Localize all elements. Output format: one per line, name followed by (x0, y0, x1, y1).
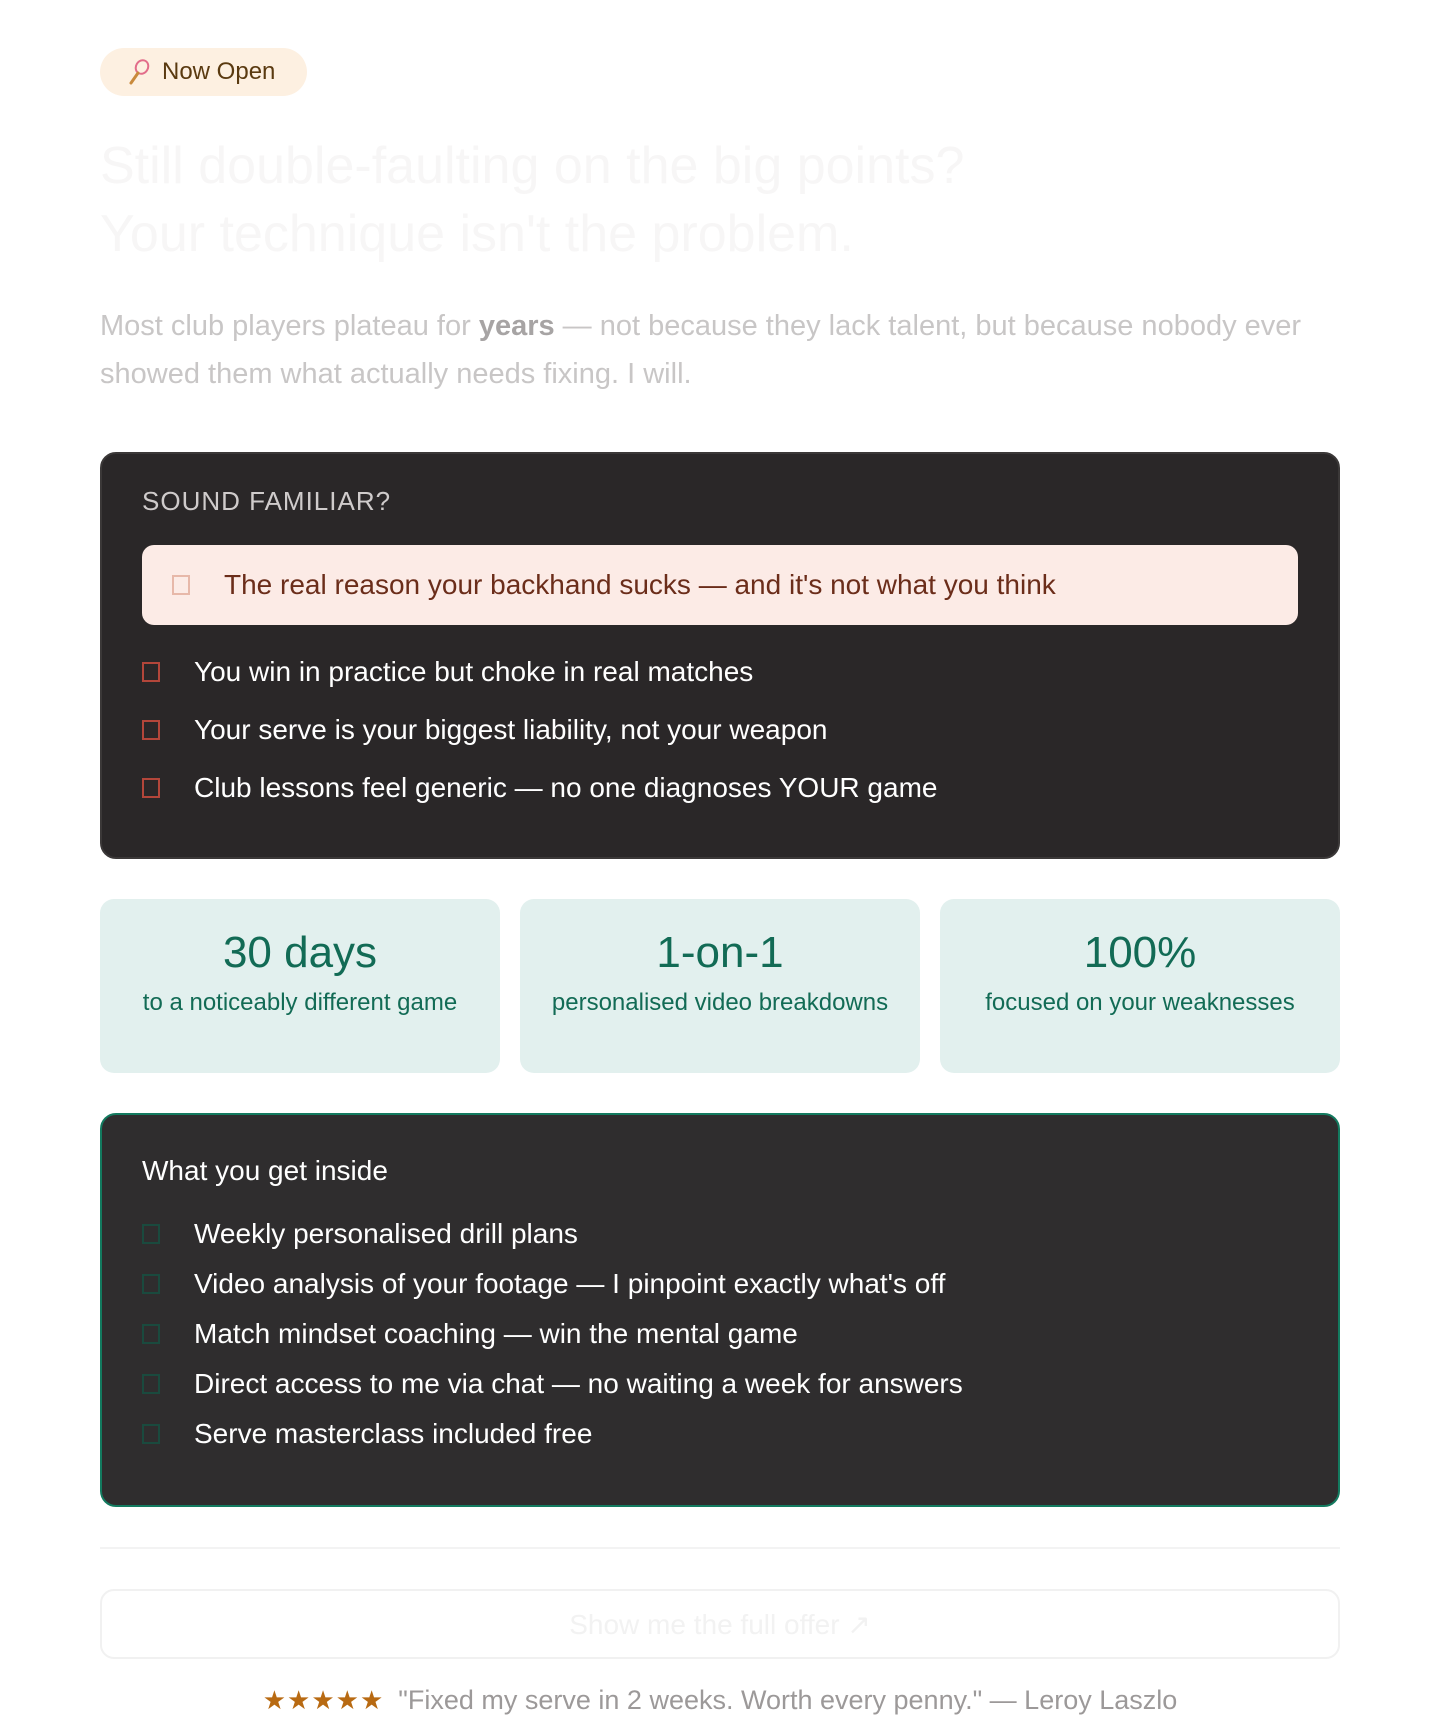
hero-subtitle (100, 302, 1350, 398)
testimonial-quote: "Fixed my serve in 2 weeks. Worth every penny." — Leroy Laszlo (398, 1685, 1178, 1715)
benefit-item (142, 1309, 1298, 1359)
checkbox-icon (142, 1274, 160, 1294)
what-you-get-title: What you get inside (142, 1155, 388, 1186)
benefit-text: Direct access to me via chat — no waiting a week for answers (194, 1368, 963, 1399)
subtitle-emphasis: years (478, 310, 555, 342)
testimonial (100, 1685, 1340, 1716)
sound-familiar-card (100, 452, 1340, 859)
benefit-text: Weekly personalised drill plans (194, 1218, 578, 1249)
benefit-text: Match mindset coaching — win the mental game (194, 1318, 798, 1349)
stat-value: 30 days (222, 928, 378, 977)
checkbox-icon (142, 1374, 160, 1394)
checkbox-icon (172, 575, 190, 595)
highlight-text: The real reason your backhand sucks — and it's not what you think (224, 569, 1056, 600)
sound-familiar-title: SOUND FAMILIAR? (142, 486, 392, 516)
stat-card-focus (940, 899, 1340, 1073)
badge-label: Now Open (162, 58, 276, 85)
pain-point-item (142, 759, 1298, 817)
stat-label: personalised video breakdowns (551, 989, 889, 1016)
stat-value: 1-on-1 (656, 928, 784, 977)
page-headline (100, 132, 1340, 268)
benefit-item (142, 1409, 1298, 1459)
benefit-item (142, 1209, 1298, 1259)
checkbox-icon (142, 778, 160, 798)
stat-card-format (520, 899, 920, 1073)
checkbox-icon (142, 1424, 160, 1444)
headline-line-1: Still double-faulting on the big points? (100, 137, 965, 195)
what-you-get-card (100, 1113, 1340, 1507)
checkbox-icon (142, 720, 160, 740)
benefit-item (142, 1259, 1298, 1309)
benefit-text: Video analysis of your footage — I pinpoint exactly what's off (194, 1268, 946, 1299)
benefit-list (142, 1209, 1298, 1459)
checkbox-icon (142, 662, 160, 682)
checkbox-icon (142, 1224, 160, 1244)
subtitle-text-end: — not because they lack talent, but because nobody ever showed them what actually needs fixing. I will. (100, 310, 1302, 390)
show-full-offer-button[interactable]: Show me the full offer ↗ (100, 1589, 1340, 1659)
pain-point-text: Club lessons feel generic — no one diagnoses YOUR game (194, 772, 938, 803)
checkbox-icon (142, 1324, 160, 1344)
star-rating-icon: ★★★★★ (262, 1685, 385, 1715)
now-open-badge (100, 48, 307, 96)
pain-point-item (142, 643, 1298, 701)
benefit-text: Serve masterclass included free (194, 1418, 593, 1449)
stat-label: to a noticeably different game (142, 989, 458, 1016)
subtitle-text-start: Most club players plateau for (100, 310, 479, 342)
benefit-item (142, 1359, 1298, 1409)
stats-row (100, 899, 1340, 1073)
stat-label: focused on your weaknesses (985, 989, 1295, 1016)
tennis-racket-icon (128, 59, 150, 85)
highlighted-pain-point (142, 545, 1298, 625)
headline-line-2: Your technique isn't the problem. (100, 205, 854, 263)
pain-point-item (142, 701, 1298, 759)
pain-point-list (142, 643, 1298, 817)
pain-point-text: You win in practice but choke in real matches (194, 656, 754, 687)
stat-value: 100% (1083, 928, 1197, 977)
section-divider (100, 1547, 1340, 1549)
stat-card-duration (100, 899, 500, 1073)
pain-point-text: Your serve is your biggest liability, not your weapon (194, 714, 828, 745)
